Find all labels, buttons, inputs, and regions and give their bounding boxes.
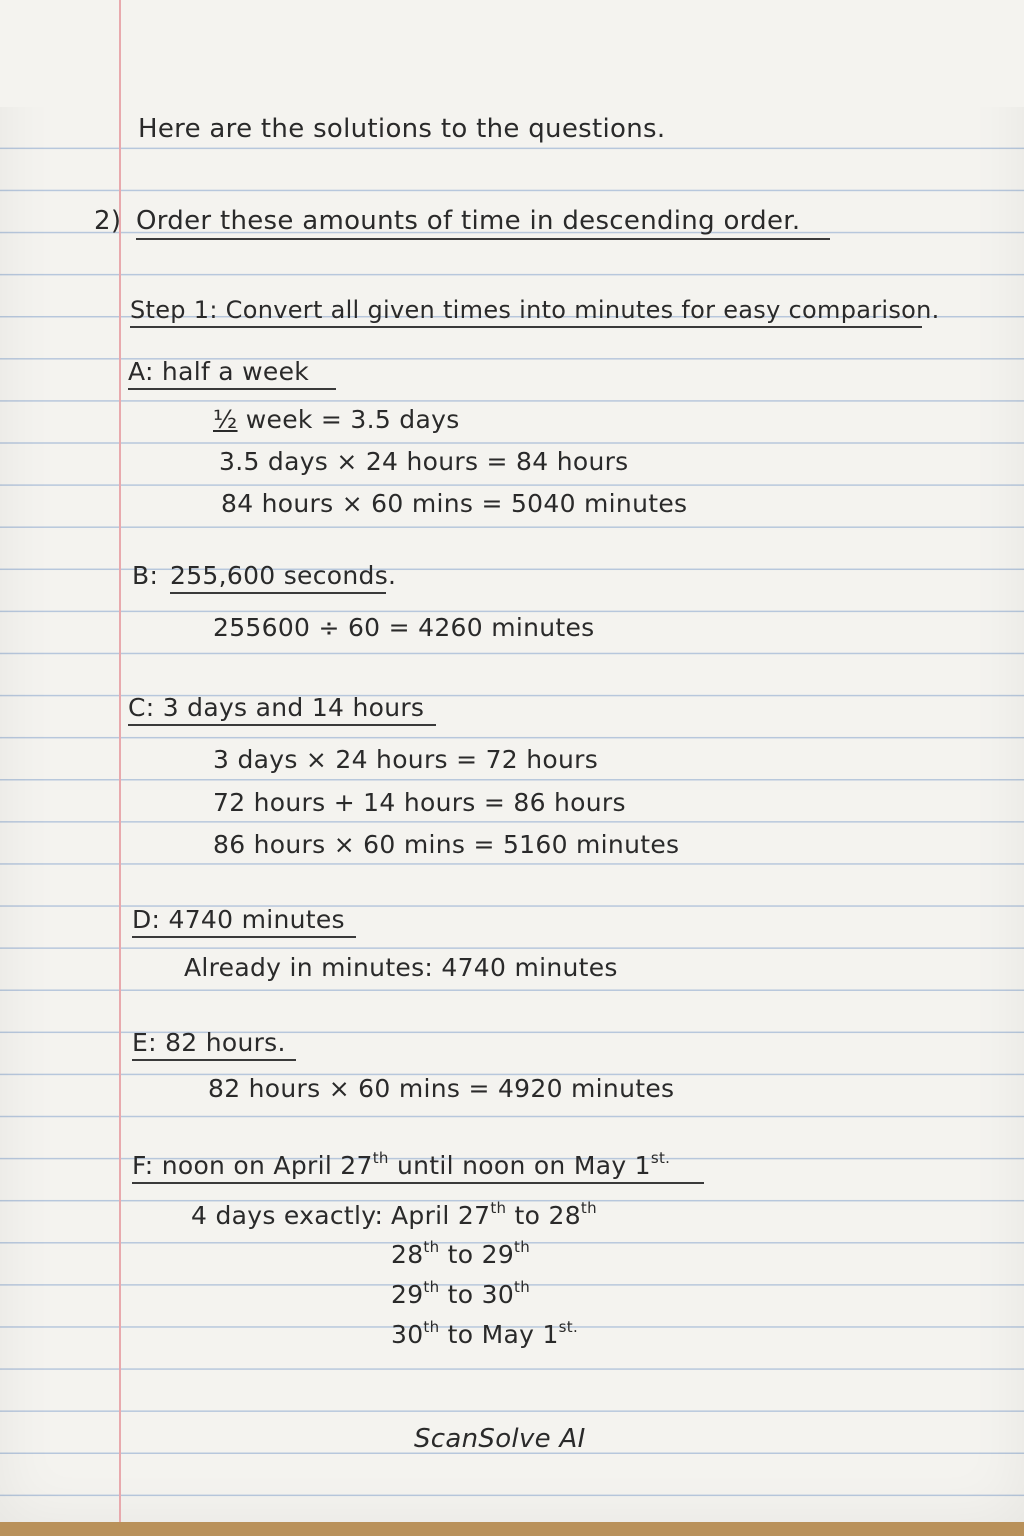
section-a-heading: A: half a week [128,359,336,390]
section-f-row-4-sup-1: th [423,1318,440,1336]
section-c-line-3: 86 hours × 60 mins = 5160 minutes [213,830,680,859]
section-d-line-1: Already in minutes: 4740 minutes [184,953,618,982]
half-fraction: ½ [213,405,238,434]
section-f-heading [132,1149,704,1184]
section-f-row-4-sup-2: st. [558,1318,579,1336]
section-f-row-4-mid: to May 1 [439,1320,559,1349]
section-f-row [391,1238,531,1269]
section-a-line-1-text: week = 3.5 days [237,405,460,434]
section-e-heading: E: 82 hours. [132,1030,296,1061]
section-f-row-2-sup-1: th [423,1238,440,1256]
section-f-row-1-sup-2: th [580,1199,597,1217]
section-f-label: 4 days exactly: [191,1201,384,1230]
section-f-row-2-sup-2: th [514,1238,531,1256]
section-f-row [391,1318,579,1349]
section-a-line-2: 3.5 days × 24 hours = 84 hours [219,447,629,476]
section-b-heading: 255,600 seconds. [170,563,386,594]
section-f-row-4-a: 30 [391,1320,424,1349]
section-c-heading: C: 3 days and 14 hours [128,695,436,726]
paper-top-margin [0,0,1024,107]
section-f-row [391,1278,531,1309]
section-f-row-3-a: 29 [391,1280,424,1309]
section-c-line-1: 3 days × 24 hours = 72 hours [213,745,599,774]
section-f-heading-sup-1: th [372,1149,389,1167]
step-1-heading: Step 1: Convert all given times into minutes for easy comparison. [130,298,922,328]
section-f-row-3-mid: to 30 [439,1280,515,1309]
section-e-line-1: 82 hours × 60 mins = 4920 minutes [208,1074,675,1103]
section-a-line-3: 84 hours × 60 mins = 5040 minutes [221,489,688,518]
section-f-row-1-mid: to 28 [506,1201,581,1230]
section-f-row [391,1199,597,1230]
section-f-row-1-sup-1: th [490,1199,507,1217]
section-b-prefix: B: [132,561,159,590]
footer-brand: ScanSolve AI [414,1424,586,1454]
section-b-line-1: 255600 ÷ 60 = 4260 minutes [213,613,595,642]
section-f-heading-a: F: noon on April 27 [132,1151,373,1180]
section-f-row-2-a: 28 [391,1240,424,1269]
section-d-heading: D: 4740 minutes [132,907,356,938]
section-f-row-2-mid: to 29 [439,1240,515,1269]
section-c-line-2: 72 hours + 14 hours = 86 hours [213,788,626,817]
section-f-heading-b: until noon on May 1 [388,1151,651,1180]
question-text: Order these amounts of time in descending order. [136,208,830,240]
intro-text: Here are the solutions to the questions. [138,114,666,144]
question-number: 2) [94,206,122,236]
section-f-row-1-a: April 27 [391,1201,491,1230]
section-f-row-3-sup-1: th [423,1278,440,1296]
section-a-line-1 [213,407,460,432]
section-f-row-3-sup-2: th [514,1278,531,1296]
section-f-heading-sup-2: st. [650,1149,671,1167]
